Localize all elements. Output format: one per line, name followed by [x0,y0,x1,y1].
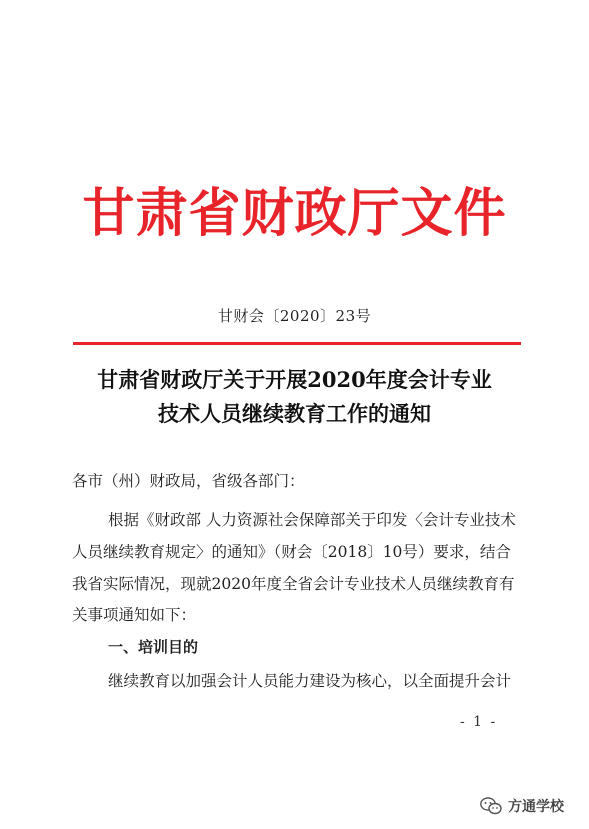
paragraph-2-line-1: 继续教育以加强会计人员能力建设为核心，以全面提升会计 [108,672,512,690]
watermark-text: 方通学校 [508,799,564,815]
watermark [480,796,564,816]
red-divider-rule [73,342,521,345]
document-number: 甘财会〔2020〕23号 [217,307,372,325]
wechat-icon [480,797,502,815]
paragraph-1-line-2: 人员继续教育规定〉的通知》（财会〔2018〕10号）要求，结合 [72,543,511,561]
paragraph-1-line-3: 我省实际情况，现就2020年度全省会计专业技术人员继续教育有 [72,575,515,593]
notice-title-line-2: 技术人员继续教育工作的通知 [158,401,431,426]
masthead-title: 甘肃省财政厅文件 [82,183,507,244]
paragraph-1-line-1: 根据《财政部 人力资源社会保障部关于印发〈会计专业技术 [108,511,516,529]
page-number: - 1 - [460,714,498,730]
paragraph-1-line-4: 关事项通知如下： [72,606,197,624]
notice-title-line-1: 甘肃省财政厅关于开展2020年度会计专业 [97,367,492,392]
salutation: 各市（州）财政局，省级各部门： [72,472,305,490]
section-1-heading: 一、培训目的 [108,638,199,656]
